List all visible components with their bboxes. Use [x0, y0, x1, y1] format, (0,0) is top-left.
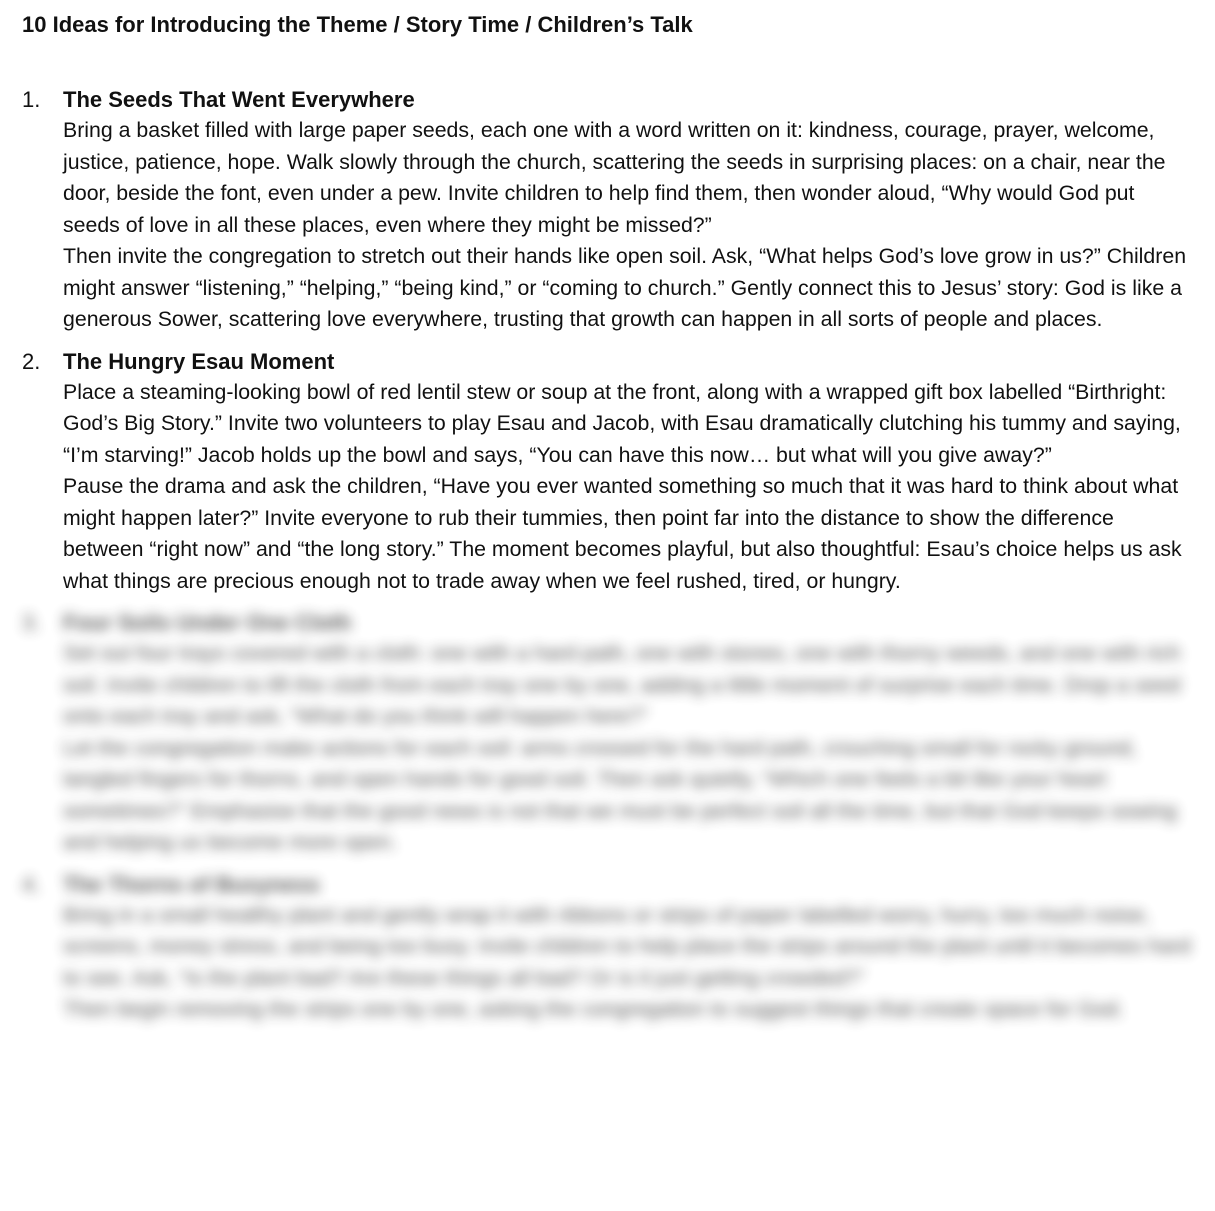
idea-item-4 [22, 869, 1191, 1026]
idea-paragraph: Then invite the congregation to stretch out their hands like open soil. Ask, “What helps God’s love grow in us?” Children might answer “listening,” “helping,” “being kind,” or “coming to church.” Gently connect this to Jesus’ story: God is like a generous Sower, scattering love everywhere, trusting that growth can happen in all sorts of people and places. [63, 244, 1187, 331]
idea-paragraph: Then begin removing the strips one by one, asking the congregation to suggest things that create space for God. [63, 997, 1124, 1021]
idea-item-2 [22, 346, 1191, 598]
idea-item-3 [22, 607, 1191, 859]
idea-title: The Hungry Esau Moment [63, 348, 335, 374]
idea-paragraph: Set out four trays covered with a cloth: one with a hard path, one with stones, one with thorny weeds, and one with rich soil. Invite children to lift the cloth from each tray one by one, adding a little moment of surprise each time. Drop a seed onto each tray and ask, “What do you think will happen here?” [63, 641, 1181, 728]
idea-paragraph: Bring in a small healthy plant and gently wrap it with ribbons or strips of paper labelled worry, hurry, too much noise, screens, money stress, and being too busy. Invite children to help place the strips around the plant until it becomes hard to see. Ask, “Is the plant bad? Are these things all bad? Or is it just getting crowded?” [63, 902, 1191, 990]
idea-title: The Thorns of Busyness [63, 871, 320, 897]
idea-title: The Seeds That Went Everywhere [63, 87, 415, 112]
idea-number: 3. [22, 610, 41, 635]
idea-paragraph: Let the congregation make actions for each soil: arms crossed for the hard path, crouching small for rocky ground, tangled fingers for thorns, and open hands for good soil. Then ask quietly, “Which one feels a bit like your heart sometimes?” Emphasise that the good news is not that we must be perfect soil all the time, but that God keeps sowing and helping us become more open. [63, 735, 1177, 854]
idea-paragraph: Place a steaming-looking bowl of red lentil stew or soup at the front, along with a wrapped gift box labelled “Birthright: God’s Big Story.” Invite two volunteers to play Esau and Jacob, with Esau dramatically clutching his tummy and saying, “I’m starving!” Jacob holds up the bowl and says, “You can have this now… but what will you give away?” [63, 379, 1181, 467]
idea-title: Four Soils Under One Cloth [63, 610, 352, 635]
idea-item-1 [22, 84, 1191, 336]
document-title: 10 Ideas for Introducing the Theme / Story Time / Children’s Talk [22, 12, 693, 37]
idea-number: 4. [22, 871, 41, 897]
idea-paragraph: Pause the drama and ask the children, “Have you ever wanted something so much that it was hard to think about what might happen later?” Invite everyone to rub their tummies, then point far into the distance to show the difference between “right now” and “the long story.” The moment becomes playful, but also thoughtful: Esau’s choice helps us ask what things are precious enough not to trade away when we feel rushed, tired, or hungry. [63, 474, 1182, 593]
blurred-preview-region [22, 607, 1191, 1026]
idea-number: 2. [22, 348, 41, 374]
idea-paragraph: Bring a basket filled with large paper seeds, each one with a word written on it: kindness, courage, prayer, welcome, justice, patience, hope. Walk slowly through the church, scattering the seeds in surprising places: on a chair, near the door, beside the font, even under a pew. Invite children to help find them, then wonder aloud, “Why would God put seeds of love in all these places, even where they might be missed?” [63, 118, 1166, 237]
idea-number: 1. [22, 87, 41, 112]
